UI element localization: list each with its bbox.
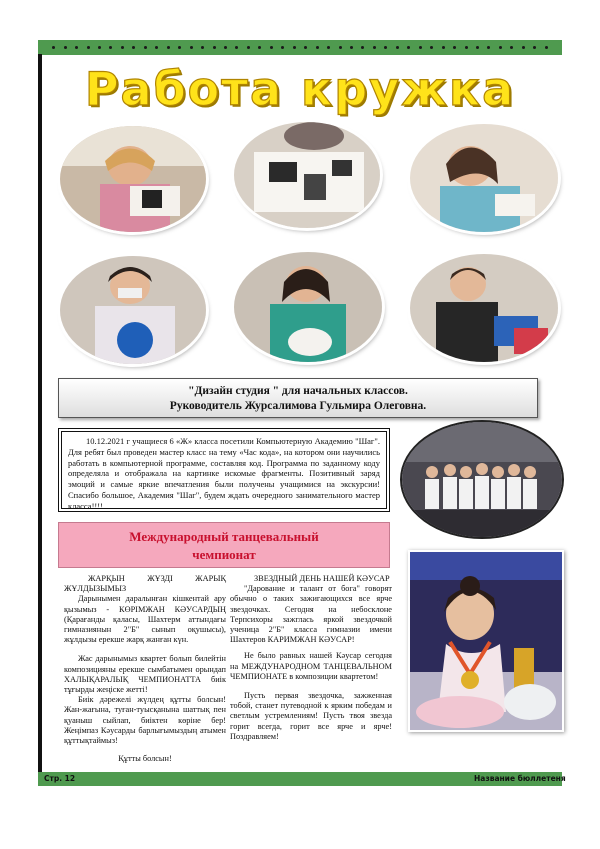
band-dot bbox=[144, 46, 147, 49]
ru-paragraph-1: "Дарование и талант от бога" говорят обычно о таких зажигающихся все ярче звездочках. Сегодня на небосклоне Терпсихоры зажглась яркой звездочкой ученица 2"Б" класса гимназии имени Шахтеров КАРИМЖАН КӘУСАР! bbox=[230, 584, 392, 645]
band-dot bbox=[533, 46, 536, 49]
photo-1 bbox=[60, 126, 206, 232]
dance-title-line1: Международный танцевальный bbox=[129, 529, 319, 544]
band-dot bbox=[545, 46, 548, 49]
photo-4 bbox=[60, 256, 206, 364]
studio-caption bbox=[58, 378, 538, 418]
band-dot bbox=[373, 46, 376, 49]
band-dot bbox=[430, 46, 433, 49]
band-dot bbox=[316, 46, 319, 49]
group-students-photo bbox=[402, 422, 562, 537]
top-decorative-band bbox=[38, 40, 562, 55]
band-dot bbox=[465, 46, 468, 49]
ru-paragraph-3: Пусть первая звездочка, зажженная тобой, станет путеводной к ярким победам и светлым устремлениям! Пусть твоя звезда горит всегда, горит все ярче и ярче! Поздравляем! bbox=[230, 691, 392, 741]
girl-with-medal-photo bbox=[410, 552, 562, 730]
band-dot bbox=[201, 46, 204, 49]
band-dot bbox=[396, 46, 399, 49]
page-number: Стр. 12 bbox=[44, 774, 76, 783]
photo-6 bbox=[410, 254, 558, 362]
band-dot bbox=[75, 46, 78, 49]
band-dot bbox=[293, 46, 296, 49]
russian-column bbox=[230, 574, 392, 742]
band-dot bbox=[121, 46, 124, 49]
band-dot bbox=[419, 46, 422, 49]
boy-with-blue-paper-photo bbox=[410, 254, 558, 362]
dance-title-line2: чемпионат bbox=[192, 547, 256, 562]
band-dot bbox=[510, 46, 513, 49]
band-dot bbox=[155, 46, 158, 49]
band-dot bbox=[453, 46, 456, 49]
group-photo bbox=[400, 420, 564, 539]
champion-photo bbox=[408, 550, 564, 732]
academy-article bbox=[58, 428, 390, 512]
band-dot bbox=[64, 46, 67, 49]
kz-paragraph-3: Биік дәрежелі жүлдең құтты болсын! Жан-жағына, туған-туысқанына шаттық пен қуаныш сыйлап, биіктен көріне бер! Жеңімпаз Кәусарды барлығымыздың атымен құттықтаймыз! bbox=[64, 695, 226, 746]
band-dot bbox=[224, 46, 227, 49]
page-title: Работа кружка bbox=[84, 62, 516, 116]
band-dot bbox=[167, 46, 170, 49]
band-dot bbox=[442, 46, 445, 49]
band-dot bbox=[235, 46, 238, 49]
band-dot bbox=[304, 46, 307, 49]
ru-paragraph-2: Не было равных нашей Кәусар сегодня на МЕЖДУНАРОДНОМ ТАНЦЕВАЛЬНОМ ЧЕМПИОНАТЕ в композиции квартетом! bbox=[230, 651, 392, 681]
band-dot bbox=[213, 46, 216, 49]
photo-3 bbox=[410, 124, 558, 232]
studio-caption-line1: "Дизайн студия " для начальных классов. bbox=[188, 385, 408, 397]
paper-craft-table-photo bbox=[234, 122, 380, 228]
photo-5 bbox=[234, 252, 382, 362]
band-dot bbox=[350, 46, 353, 49]
band-dot bbox=[258, 46, 261, 49]
photo-2 bbox=[234, 122, 380, 228]
kazakh-column bbox=[64, 574, 226, 764]
kz-heading: ЖАРҚЫН ЖҰЗДІ ЖАРЫҚ ЖҰЛДЫЗЫМЫЗ bbox=[64, 574, 226, 594]
band-dot bbox=[52, 46, 55, 49]
left-page-border bbox=[38, 54, 42, 774]
bulletin-name: Название бюллетеня bbox=[474, 774, 566, 783]
academy-article-text: 10.12.2021 г учащиеся 6 «Ж» класса посетили Компьютерную Академию "Шаг". Для ребят был проведен мастер класс на тему «Час кода», на котором они научились работать в компьютерной программе, составляя код. Программа по заданному коду определяла и отображала на картинке искомые фрагменты. Позитивный заряд эмоций и самые яркие впечатления были получены учащимися на экскурсии! Спасибо большое, Академия "Шаг", будем ждать очередного занимательного мастер класса!!!! bbox=[68, 436, 380, 511]
band-dot bbox=[339, 46, 342, 49]
band-dot bbox=[499, 46, 502, 49]
dance-section-title bbox=[58, 522, 390, 568]
band-dot bbox=[247, 46, 250, 49]
band-dot bbox=[487, 46, 490, 49]
band-dot bbox=[178, 46, 181, 49]
band-dot bbox=[190, 46, 193, 49]
ru-heading: ЗВЕЗДНЫЙ ДЕНЬ НАШЕЙ КӘУСАР bbox=[254, 574, 390, 583]
band-dot bbox=[361, 46, 364, 49]
band-dot bbox=[281, 46, 284, 49]
child-cutting-paper-photo bbox=[60, 126, 206, 232]
band-dot bbox=[87, 46, 90, 49]
girl-green-sweater-photo bbox=[234, 252, 382, 362]
kz-paragraph-1: Дарынымен даралынған кішкентай ару қызымыз - КӨРІМЖАН КӘУСАРДЫҢ (Қарағанды қаласы, Шахтерм аттындағы гимназиянын 2"Б" сынып оқушысы), жұлдызы ерекше жарқ жанған күн. bbox=[64, 594, 226, 645]
kz-paragraph-2: Жас дарынымыз квартет болып билейтін композицияны ерекше сымбатымен орындап ХАЛЫҚАРАЛЫҚ ЧЕМПИОНАТТА биік тұғырды жеңіске жетті! bbox=[64, 654, 226, 695]
kz-paragraph-4: Құтты болсын! bbox=[118, 754, 172, 764]
band-dot bbox=[327, 46, 330, 49]
girl-cutting-paper-photo bbox=[410, 124, 558, 232]
band-dot bbox=[407, 46, 410, 49]
band-dot bbox=[98, 46, 101, 49]
band-dot bbox=[109, 46, 112, 49]
band-dot bbox=[476, 46, 479, 49]
band-dot bbox=[522, 46, 525, 49]
child-with-blue-circle-photo bbox=[60, 256, 206, 364]
band-dot bbox=[270, 46, 273, 49]
band-dot bbox=[384, 46, 387, 49]
band-dot bbox=[132, 46, 135, 49]
studio-caption-line2: Руководитель Журсалимова Гульмира Олеговна. bbox=[169, 400, 427, 412]
